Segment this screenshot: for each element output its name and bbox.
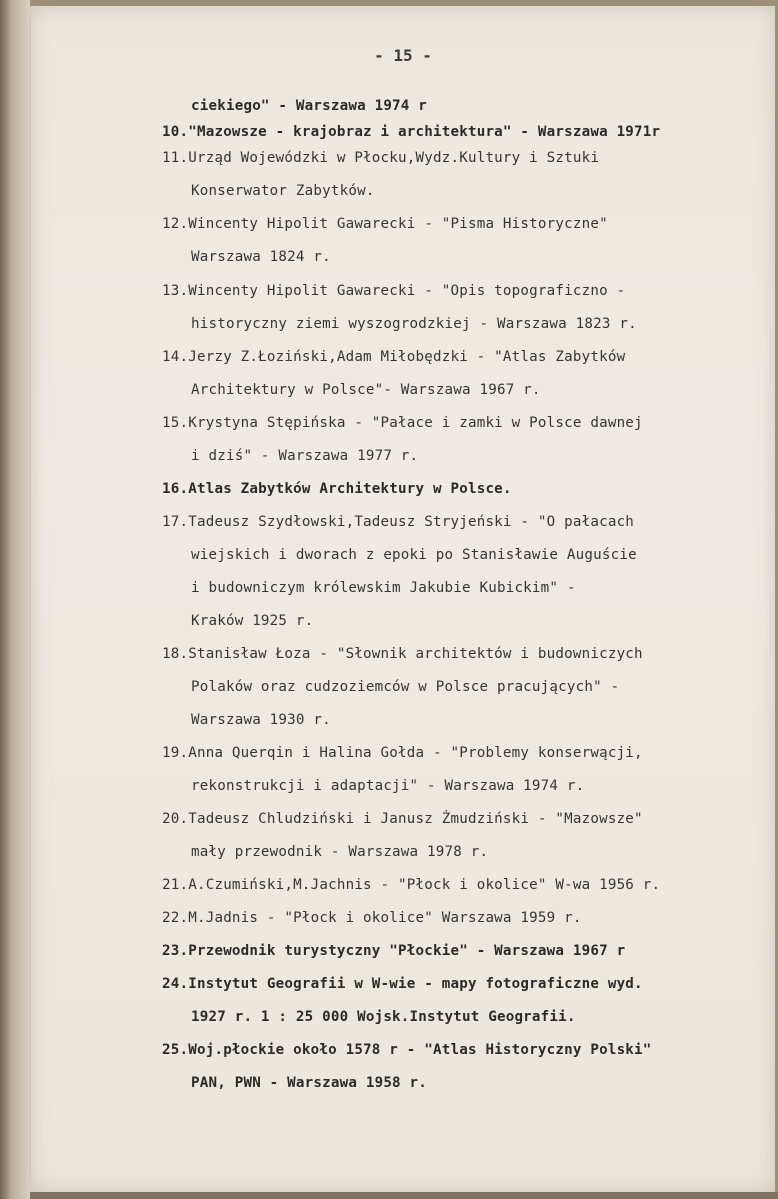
bibliography-line: i dziś" - Warszawa 1977 r.: [191, 448, 419, 464]
bibliography-line: 15.Krystyna Stępińska - "Pałace i zamki w Polsce dawnej: [162, 415, 643, 431]
bibliography-line: 12.Wincenty Hipolit Gawarecki - "Pisma Historyczne": [162, 216, 608, 232]
bibliography-line: 11.Urząd Wojewódzki w Płocku,Wydz.Kultury i Sztuki: [162, 150, 600, 166]
bibliography-line: i budowniczym królewskim Jakubie Kubickim" -: [191, 580, 576, 596]
bibliography-line: 22.M.Jadnis - "Płock i okolice" Warszawa 1959 r.: [162, 910, 582, 926]
bibliography-line: 20.Tadeusz Chludziński i Janusz Żmudziński - "Mazowsze": [162, 811, 643, 827]
bibliography-line: rekonstrukcji i adaptacji" - Warszawa 1974 r.: [191, 778, 585, 794]
bibliography-line: 13.Wincenty Hipolit Gawarecki - "Opis topograficzno -: [162, 283, 626, 299]
bibliography-line: 19.Anna Querqin i Halina Gołda - "Problemy konserwącji,: [162, 745, 643, 761]
bibliography-line: 24.Instytut Geografii w W-wie - mapy fotograficzne wyd.: [162, 976, 643, 992]
bibliography-line: Konserwator Zabytków.: [191, 183, 375, 199]
bibliography-line: Warszawa 1824 r.: [191, 249, 331, 265]
bibliography-line: 1927 r. 1 : 25 000 Wojsk.Instytut Geografii.: [191, 1009, 576, 1025]
binding-edge: [0, 0, 30, 1199]
bibliography-line: PAN, PWN - Warszawa 1958 r.: [191, 1075, 428, 1091]
page-bottom-edge: [30, 1192, 778, 1199]
bibliography-line: wiejskich i dworach z epoki po Stanisławie Auguście: [191, 547, 637, 563]
bibliography-line: mały przewodnik - Warszawa 1978 r.: [191, 844, 489, 860]
bibliography-line: 21.A.Czumiński,M.Jachnis - "Płock i okolice" W-wa 1956 r.: [162, 877, 661, 893]
bibliography-line: 25.Woj.płockie około 1578 r - "Atlas Historyczny Polski": [162, 1042, 652, 1058]
bibliography-line: Architektury w Polsce"- Warszawa 1967 r.: [191, 382, 541, 398]
paper-sheet: [30, 6, 775, 1192]
page-number: - 15 -: [374, 46, 432, 65]
bibliography-line: 18.Stanisław Łoza - "Słownik architektów i budowniczych: [162, 646, 643, 662]
bibliography-line: ciekiego" - Warszawa 1974 r: [191, 98, 428, 114]
bibliography-line: 17.Tadeusz Szydłowski,Tadeusz Stryjeński - "O pałacach: [162, 514, 635, 530]
bibliography-line: 16.Atlas Zabytków Architektury w Polsce.: [162, 481, 512, 497]
bibliography-line: 10."Mazowsze - krajobraz i architektura" - Warszawa 1971r: [162, 124, 661, 140]
bibliography-line: 14.Jerzy Z.Łoziński,Adam Miłobędzki - "Atlas Zabytków: [162, 349, 626, 365]
bibliography-line: Warszawa 1930 r.: [191, 712, 331, 728]
bibliography-line: Polaków oraz cudzoziemców w Polsce pracujących" -: [191, 679, 620, 695]
bibliography-line: 23.Przewodnik turystyczny "Płockie" - Warszawa 1967 r: [162, 943, 626, 959]
bibliography-line: historyczny ziemi wyszogrodzkiej - Warszawa 1823 r.: [191, 316, 637, 332]
bibliography-line: Kraków 1925 r.: [191, 613, 314, 629]
